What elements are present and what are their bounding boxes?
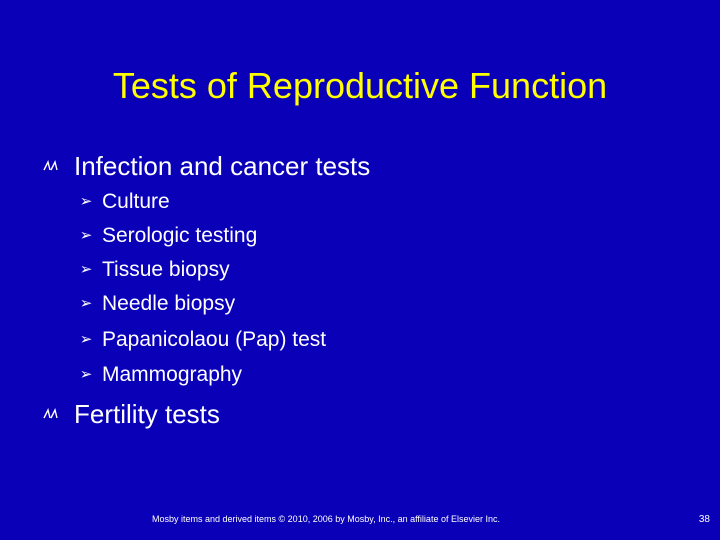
sub-item bbox=[78, 361, 242, 389]
slide-title: Tests of Reproductive Function bbox=[112, 65, 608, 106]
sub-item-text: Serologic testing bbox=[102, 224, 258, 247]
sub-item-text: Mammography bbox=[102, 363, 243, 386]
sub-item-text: Tissue biopsy bbox=[102, 258, 230, 281]
bullet-item bbox=[42, 150, 370, 182]
arrow-bullet-icon: ➢ bbox=[79, 193, 93, 210]
sub-item bbox=[78, 222, 257, 250]
sub-item-text: Papanicolaou (Pap) test bbox=[102, 328, 327, 351]
sub-item bbox=[78, 188, 170, 216]
sub-item bbox=[78, 326, 326, 354]
bullet-text: Infection and cancer tests bbox=[74, 151, 371, 181]
bullet-icon bbox=[42, 408, 60, 420]
bullet-text: Fertility tests bbox=[74, 399, 220, 429]
sub-item-text: Needle biopsy bbox=[102, 292, 236, 315]
sub-item bbox=[78, 256, 230, 284]
page-number: 38 bbox=[698, 514, 710, 525]
arrow-bullet-icon: ➢ bbox=[79, 227, 93, 244]
bullet-icon bbox=[42, 160, 60, 172]
sub-item bbox=[78, 290, 235, 318]
arrow-bullet-icon: ➢ bbox=[79, 261, 93, 278]
arrow-bullet-icon: ➢ bbox=[79, 331, 93, 348]
arrow-bullet-icon: ➢ bbox=[79, 295, 93, 312]
bullet-item bbox=[42, 398, 220, 430]
sub-item-text: Culture bbox=[102, 190, 170, 213]
arrow-bullet-icon: ➢ bbox=[79, 366, 93, 383]
copyright-footer: Mosby items and derived items © 2010, 2006 by Mosby, Inc., an affiliate of Elsevier Inc. bbox=[152, 514, 500, 524]
